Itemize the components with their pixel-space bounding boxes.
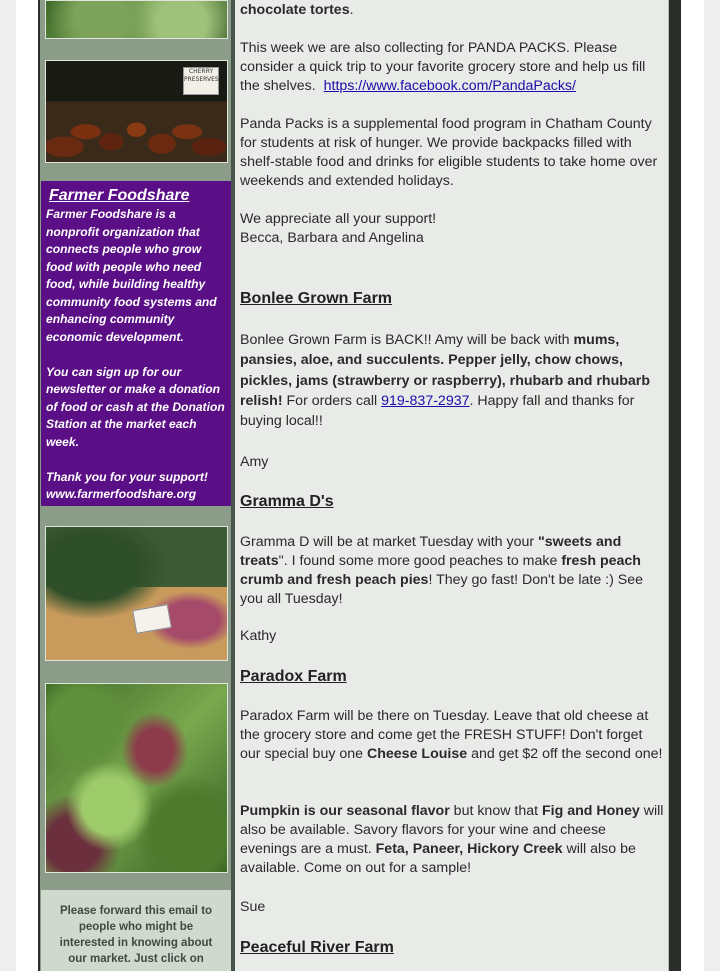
preserves-jars-photo: [45, 60, 228, 163]
gramma-text: Gramma D will be at market Tuesday with your "sweets and treats". I found some more good peaches to make fresh peach crumb and fresh peach pies! They go fast! Don't be late :) See you all Tuesday!: [240, 534, 644, 607]
panda-packs-appeal: This week we are also collecting for PANDA PACKS. Please consider a quick trip to your favorite grocery store and help us fill the shelves.: [240, 40, 646, 94]
preserves-sign: CHERRY PRESERVES: [183, 67, 219, 95]
paradox-text: Paradox Farm will be there on Tuesday. Leave that old cheese at the grocery store and come get the FRESH STUFF! Don't forget our special buy one Cheese Louise and get $2 off the second one!: [240, 708, 663, 762]
bonlee-phone-link[interactable]: 919-837-2937: [381, 392, 470, 409]
peaceful-river-heading: Peaceful River Farm: [240, 939, 394, 956]
panda-packs-section: [240, 39, 664, 96]
farmer-foodshare-link[interactable]: Farmer Foodshare: [49, 187, 190, 204]
foodshare-paragraph: Thank you for your support! www.farmerfoodshare.org: [46, 469, 208, 501]
paradox-signer: Sue: [240, 899, 266, 915]
spinach-basket-photo: [45, 526, 228, 661]
foodshare-paragraph: You can sign up for our newsletter or make a donation of food or cash at the Donation Station at the market each week.: [46, 364, 225, 449]
farmer-foodshare-text: [46, 206, 229, 521]
farmer-foodshare-box: [41, 181, 231, 506]
panda-packs-description: Panda Packs is a supplemental food program in Chatham County for students at risk of hunger. We provide backpacks filled with shelf-stable food and drinks for eligible students to take home over weekends and extended holidays.: [240, 116, 658, 189]
thanks-line: We appreciate all your support!: [240, 211, 437, 227]
gramma-heading: Gramma D's: [240, 493, 334, 510]
forward-email-text: Please forward this email to people who might be interested in knowing about our market. Just click on: [59, 905, 213, 965]
paradox-flavors: Pumpkin is our seasonal flavor but know that Fig and Honey will also be available. Savory flavors for your wine and cheese evenings are a must. Feta, Paneer, Hickory Creek will also be available. Come on out for a sample!: [240, 803, 664, 876]
bonlee-signer: Amy: [240, 454, 269, 470]
signers-line: Becca, Barbara and Angelina: [240, 230, 424, 246]
bonlee-text: Bonlee Grown Farm is BACK!! Amy will be back with mums, pansies, aloe, and succulents. Pepper jelly, chow chows, pickles, jams (strawberry or raspberry), rhubarb and rhubarb relish! For orders call 919-837-2937. Happy fall and thanks for buying local!!: [240, 332, 650, 430]
panda-packs-link[interactable]: https://www.facebook.com/PandaPacks/: [323, 78, 576, 94]
bonlee-heading: Bonlee Grown Farm: [240, 290, 393, 307]
paradox-heading: Paradox Farm: [240, 668, 347, 685]
salad-greens-photo: [45, 683, 228, 873]
forward-email-box: [41, 890, 231, 971]
greens-photo: [45, 0, 228, 39]
price-tag: [132, 604, 172, 634]
gramma-signer: Kathy: [240, 628, 277, 644]
foodshare-paragraph: Farmer Foodshare is a nonprofit organization that connects people who grow food with people who need food, while building healthy community food systems and enhancing community economic development.: [46, 207, 217, 344]
intro-tail: chocolate tortes.: [240, 2, 354, 18]
